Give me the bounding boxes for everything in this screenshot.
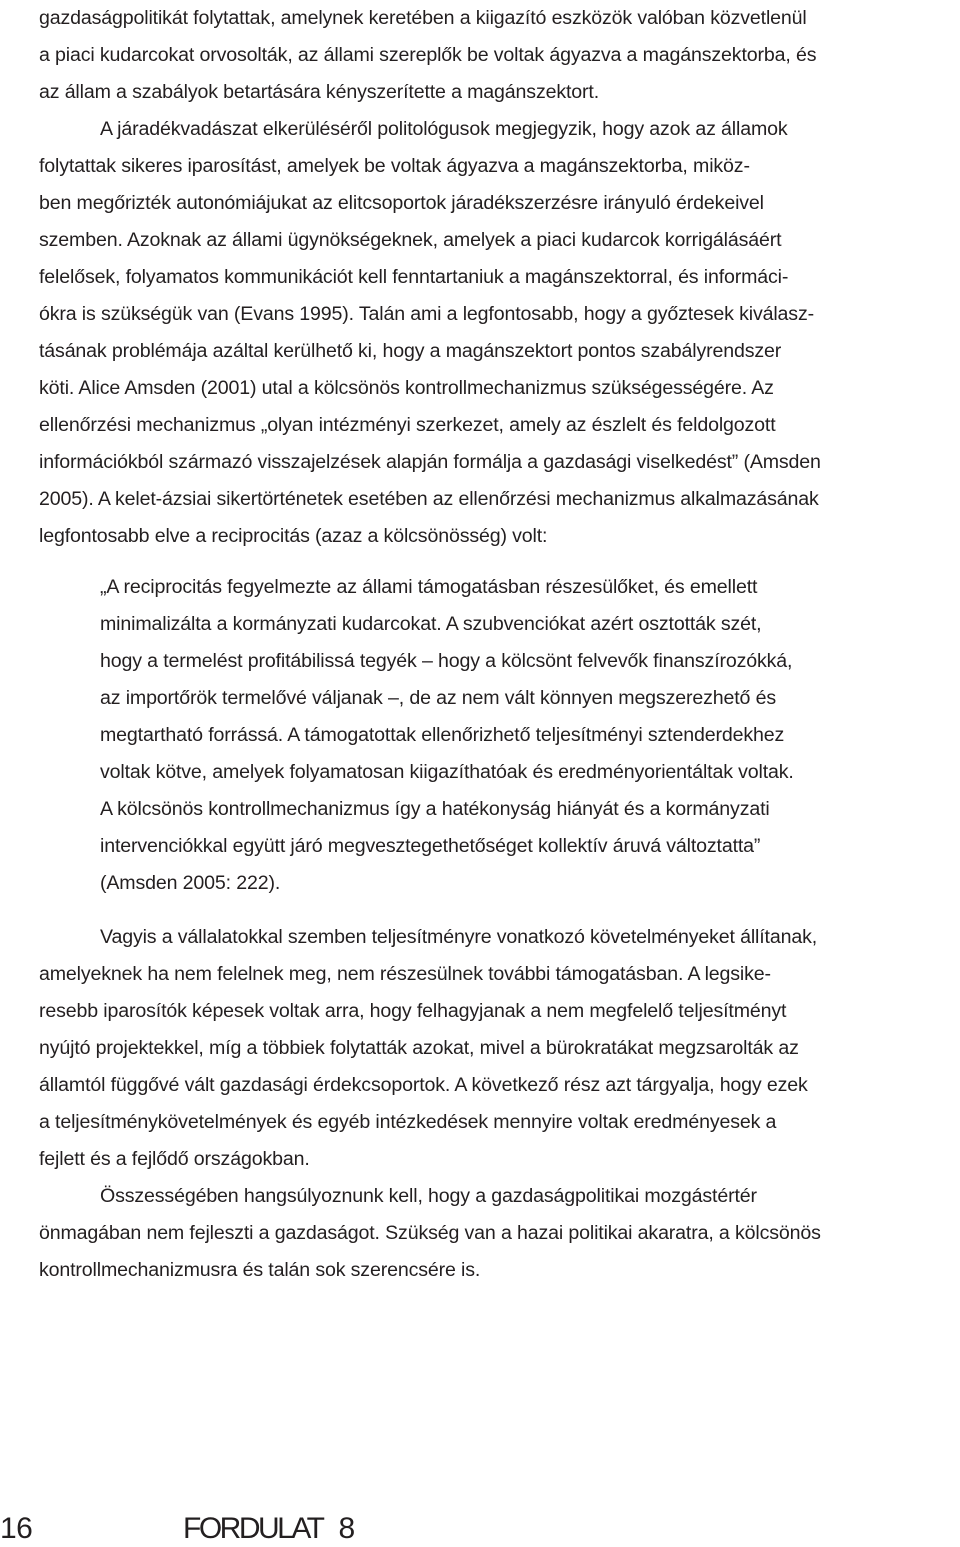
text-line: önmagában nem fejleszti a gazdaságot. Szükség van a hazai politikai akaratra, a kölcsönös [39, 1222, 821, 1244]
text-line: Összességében hangsúlyoznunk kell, hogy a gazdaságpolitikai mozgástértér [100, 1185, 757, 1207]
text-line: nyújtó projektekkel, míg a többiek folytatták azokat, mivel a bürokratákat megzsarolták az [39, 1037, 799, 1059]
text-line: ben megőrizték autonómiájukat az elitcsoportok járadékszerzésre irányuló érdekeivel [39, 192, 764, 214]
text-line: amelyeknek ha nem felelnek meg, nem részesülnek további támogatásban. A legsike- [39, 963, 771, 985]
text-line: köti. Alice Amsden (2001) utal a kölcsönös kontrollmechanizmus szükségességére. Az [39, 377, 774, 399]
quote-line: „A reciprocitás fegyelmezte az állami támogatásban részesülőket, és emellett [100, 576, 758, 598]
text-line: kontrollmechanizmusra és talán sok szerencsére is. [39, 1259, 481, 1281]
text-line: államtól függővé vált gazdasági érdekcsoportok. A következő rész azt tárgyalja, hogy ezek [39, 1074, 808, 1096]
quote-line: az importőrök termelővé váljanak –, de az nem vált könnyen megszerezhető és [100, 687, 776, 709]
paragraph-performance-requirements [39, 919, 959, 1178]
text-line: az állam a szabályok betartására kényszerítette a magánszektort. [39, 81, 599, 103]
quote-line: voltak kötve, amelyek folyamatosan kiigazíthatóak és eredményorientáltak voltak. [100, 761, 794, 783]
text-line: legfontosabb elve a reciprocitás (azaz a kölcsönösség) volt: [39, 525, 548, 547]
text-line: felelősek, folyamatos kommunikációt kell fenntartaniuk a magánszektorral, és informáci- [39, 266, 789, 288]
quote-line: A kölcsönös kontrollmechanizmus így a hatékonyság hiányát és a kormányzati [100, 798, 770, 820]
quote-line: (Amsden 2005: 222). [100, 872, 281, 894]
text-line: resebb iparosítók képesek voltak arra, hogy felhagyjanak a nem megfelelő teljesítményt [39, 1000, 787, 1022]
text-line: ellenőrzési mechanizmus „olyan intézményi szerkezet, amely az észlelt és feldolgozott [39, 414, 776, 436]
text-line: A járadékvadászat elkerüléséről politológusok megjegyzik, hogy azok az államok [100, 118, 788, 140]
text-line: szemben. Azoknak az állami ügynökségeknek, amelyek a piaci kudarcok korrigálásáért [39, 229, 782, 251]
text-line: gazdaságpolitikát folytattak, amelynek keretében a kiigazító eszközök valóban közvetlenül [39, 7, 807, 29]
quote-line: intervenciókkal együtt járó megvesztegethetőséget kollektív áruvá változtatta” [100, 835, 761, 857]
journal-name: FORDULAT [183, 1512, 323, 1545]
text-line: Vagyis a vállalatokkal szemben teljesítményre vonatkozó követelményeket állítanak, [100, 926, 818, 948]
paragraph-continued [39, 0, 959, 111]
text-line: fejlett és a fejlődő országokban. [39, 1148, 310, 1170]
text-line: a piaci kudarcokat orvosolták, az állami szereplők be voltak ágyazva a magánszektorba, és [39, 44, 817, 66]
text-line: 2005). A kelet-ázsiai sikertörténetek esetében az ellenőrzési mechanizmus alkalmazásának [39, 488, 819, 510]
paragraph-rent-seeking [39, 111, 959, 555]
page-number: 16 [0, 1512, 33, 1545]
text-line: ókra is szükségük van (Evans 1995). Talán ami a legfontosabb, hogy a győztesek kiválasz- [39, 303, 814, 325]
paragraph-conclusion [39, 1178, 959, 1289]
text-line: tásának problémája azáltal kerülhető ki, hogy a magánszektort pontos szabályrendszer [39, 340, 782, 362]
quote-line: hogy a termelést profitábilissá tegyék – hogy a kölcsönt felvevők finanszírozókká, [100, 650, 793, 672]
quote-line: minimalizálta a kormányzati kudarcokat. A szubvenciókat azért osztották szét, [100, 613, 762, 635]
text-line: információkból származó visszajelzések alapján formálja a gazdasági viselkedést” (Amsden [39, 451, 821, 473]
text-line: folytattak sikeres iparosítást, amelyek be voltak ágyazva a magánszektorba, miköz- [39, 155, 750, 177]
text-line: a teljesítménykövetelmények és egyéb intézkedések mennyire voltak eredményesek a [39, 1111, 777, 1133]
block-quote [100, 569, 950, 902]
quote-line: megtartható forrássá. A támogatottak ellenőrizhető teljesítményi sztenderdekhez [100, 724, 785, 746]
journal-logo [183, 1512, 355, 1546]
issue-number: 8 [338, 1512, 356, 1545]
